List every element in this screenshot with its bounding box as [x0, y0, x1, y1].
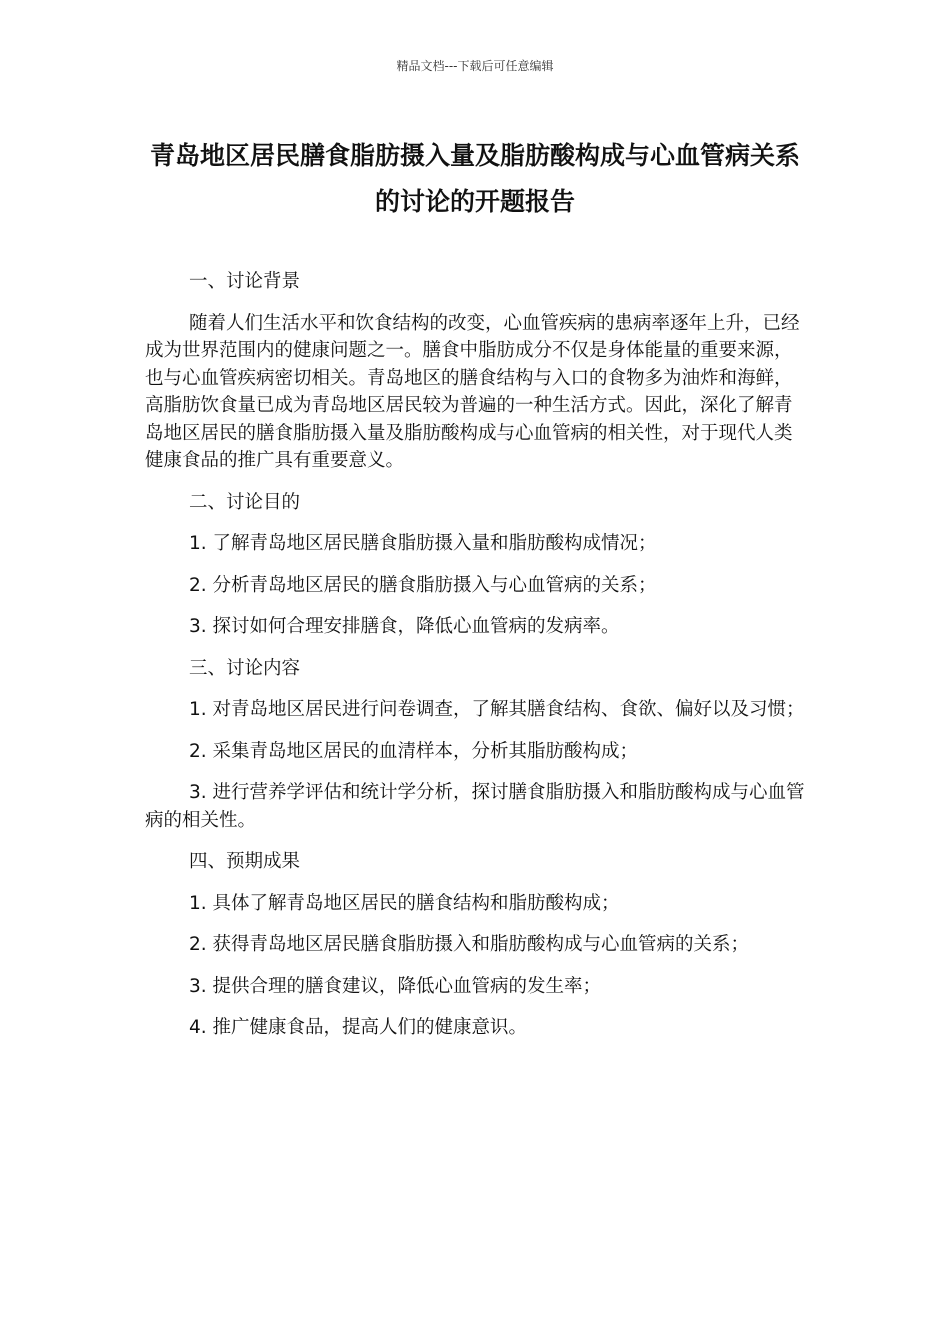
content-item-2: 2. 采集青岛地区居民的血清样本，分析其脂肪酸构成； — [189, 740, 639, 762]
section-heading-background: 一、讨论背景 — [189, 271, 301, 292]
purpose-item-3: 3. 探讨如何合理安排膳食，降低心血管病的发病率。 — [189, 616, 620, 637]
content-item-1: 1. 对青岛地区居民进行问卷调查，了解其膳食结构、食欲、偏好以及习惯； — [189, 699, 805, 720]
content-item-3: 3. 进行营养学评估和统计学分析，探讨膳食脂肪摄入和脂肪酸构成与心血管病的相关性。 — [145, 782, 805, 831]
section-heading-content: 三、讨论内容 — [189, 657, 301, 679]
outcome-item-3: 3. 提供合理的膳食建议，降低心血管病的发生率； — [189, 975, 602, 997]
outcome-item-1: 1. 具体了解青岛地区居民的膳食结构和脂肪酸构成； — [189, 892, 620, 914]
document-title: 青岛地区居民膳食脂肪摄入量及脂肪酸构成与心血管病关系的讨论的开题报告 — [149, 141, 800, 216]
section-heading-outcomes: 四、预期成果 — [189, 851, 301, 872]
page-header: 精品文档---下载后可任意编辑 — [396, 59, 554, 73]
outcome-item-2: 2. 获得青岛地区居民膳食脂肪摄入和脂肪酸构成与心血管病的关系； — [189, 934, 750, 955]
section-heading-purpose: 二、讨论目的 — [189, 491, 301, 513]
document-body — [145, 268, 805, 1056]
purpose-item-1: 1. 了解青岛地区居民膳食脂肪摄入量和脂肪酸构成情况； — [189, 533, 657, 554]
outcome-item-4: 4. 推广健康食品，提高人们的健康意识。 — [189, 1017, 528, 1038]
background-paragraph: 随着人们生活水平和饮食结构的改变，心血管疾病的患病率逐年上升，已经成为世界范围内的健康问题之一。膳食中脂肪成分不仅是身体能量的重要来源，也与心血管疾病密切相关。青岛地区的膳食结构与入口的食物多为油炸和海鲜，高脂肪饮食量已成为青岛地区居民较为普遍的一种生活方式。因此，深化了解青岛地区居民的膳食脂肪摄入量及脂肪酸构成与心血管病的相关性，对于现代人类健康食品的推广具有重要意义。 — [145, 312, 800, 471]
purpose-item-2: 2. 分析青岛地区居民的膳食脂肪摄入与心血管病的关系； — [189, 574, 657, 596]
